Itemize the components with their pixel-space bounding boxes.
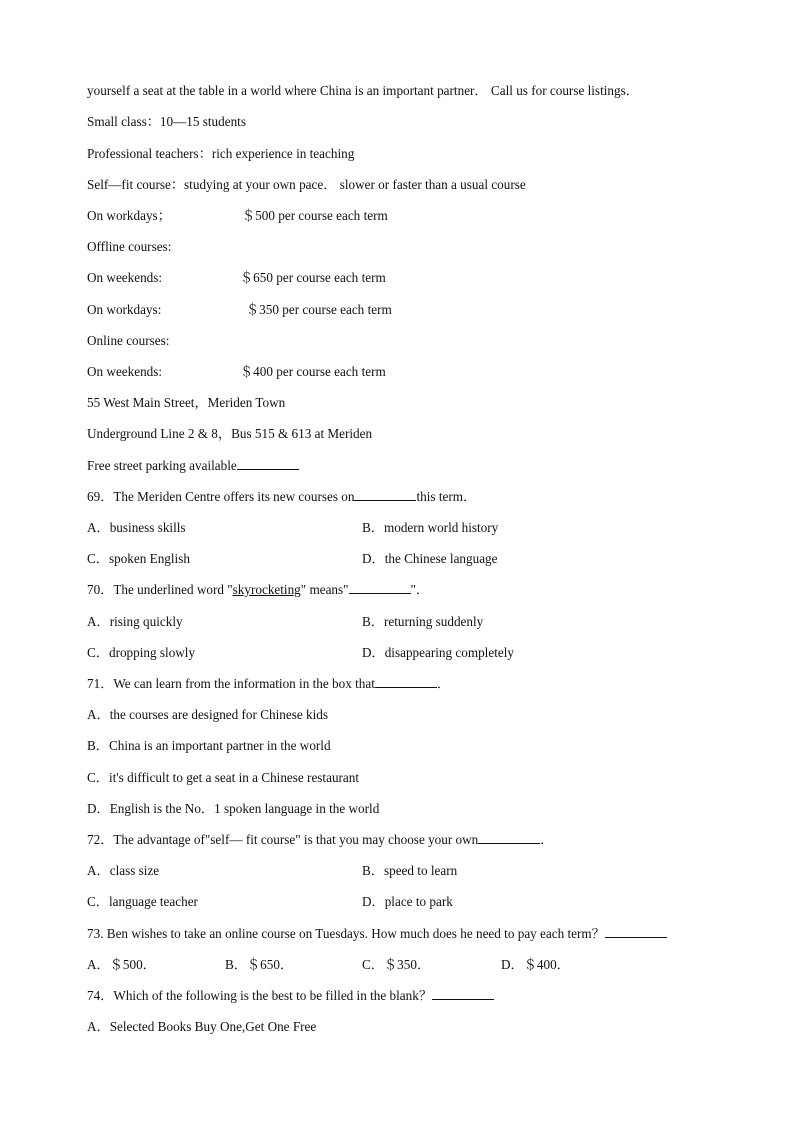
parking-blank	[237, 457, 299, 470]
question-73-stem: 73. Ben wishes to take an online course on Tuesdays. How much does he need to pay each term？	[87, 926, 605, 941]
question-69-option-d[interactable]: D．the Chinese language	[362, 551, 498, 566]
question-71-stem: 71．We can learn from the information in the box that	[87, 676, 375, 691]
question-69-option-a[interactable]: A．business skills	[87, 520, 186, 535]
question-70-stem-mid: " means"	[300, 582, 349, 597]
question-74-stem: 74．Which of the following is the best to be filled in the blank？	[87, 988, 433, 1003]
question-70-option-d[interactable]: D．disappearing completely	[362, 645, 514, 660]
transport-line: Underground Line 2 & 8，Bus 515 & 613 at Meriden	[87, 426, 373, 441]
question-69-option-c[interactable]: C．spoken English	[87, 551, 190, 566]
question-69-stem-end: this term．	[416, 489, 477, 504]
parking-text: Free street parking available	[87, 458, 237, 473]
question-69	[87, 488, 476, 506]
question-73	[87, 925, 667, 943]
offline-heading: Offline courses:	[87, 239, 172, 254]
question-71-option-a[interactable]: A．the courses are designed for Chinese kids	[87, 707, 328, 722]
workdays-2-label: On workdays:	[87, 302, 162, 317]
question-70-stem-end: "．	[410, 582, 430, 597]
question-73-option-a[interactable]: A．＄500．	[87, 957, 156, 972]
question-70-option-b[interactable]: B．returning suddenly	[362, 614, 484, 629]
question-72-stem-end: ．	[540, 832, 554, 847]
question-72-option-b[interactable]: B．speed to learn	[362, 863, 458, 878]
question-70-blank	[349, 581, 411, 594]
address-line: 55 West Main Street，Meriden Town	[87, 395, 286, 410]
question-69-option-b[interactable]: B．modern world history	[362, 520, 499, 535]
question-72-stem: 72．The advantage of"self— fit course" is that you may choose your own	[87, 832, 479, 847]
question-70-option-a[interactable]: A．rising quickly	[87, 614, 183, 629]
weekends-2-label: On weekends:	[87, 364, 163, 379]
question-72-option-a[interactable]: A．class size	[87, 863, 160, 878]
question-69-stem: 69．The Meriden Centre offers its new courses on	[87, 489, 355, 504]
question-72	[87, 831, 553, 849]
question-74-option-a[interactable]: A．Selected Books Buy One,Get One Free	[87, 1019, 317, 1034]
underlined-word: skyrocketing	[232, 582, 301, 597]
workdays-1-label: On workdays；	[87, 208, 171, 223]
question-74-blank	[432, 987, 494, 1000]
question-73-option-b[interactable]: B．＄650．	[225, 957, 294, 972]
parking-line	[87, 457, 299, 475]
question-71	[87, 675, 450, 693]
workdays-2-price: ＄350 per course each term	[246, 302, 392, 317]
passage-intro-line: yourself a seat at the table in a world where China is an important partner． Call us for course listings．	[87, 83, 639, 98]
question-73-blank	[605, 925, 667, 938]
weekends-1-label: On weekends:	[87, 270, 163, 285]
question-73-option-d[interactable]: D．＄400．	[501, 957, 570, 972]
question-71-option-b[interactable]: B．China is an important partner in the world	[87, 738, 331, 753]
question-71-stem-end: ．	[436, 676, 451, 691]
question-71-option-d[interactable]: D．English is the No．1 spoken language in the world	[87, 801, 380, 816]
question-72-option-c[interactable]: C．language teacher	[87, 894, 198, 909]
question-72-option-d[interactable]: D．place to park	[362, 894, 453, 909]
self-fit-line: Self—fit course：studying at your own pace． slower or faster than a usual course	[87, 177, 526, 192]
online-heading: Online courses:	[87, 333, 170, 348]
question-70-option-c[interactable]: C．dropping slowly	[87, 645, 196, 660]
workdays-1-price: ＄500 per course each term	[242, 208, 388, 223]
teachers-line: Professional teachers：rich experience in teaching	[87, 146, 355, 161]
question-71-blank	[375, 675, 437, 688]
question-71-option-c[interactable]: C．it's difficult to get a seat in a Chinese restaurant	[87, 770, 360, 785]
question-73-option-c[interactable]: C．＄350．	[362, 957, 431, 972]
weekends-1-price: ＄650 per course each term	[240, 270, 386, 285]
weekends-2-price: ＄400 per course each term	[240, 364, 386, 379]
question-69-blank	[354, 488, 416, 501]
question-70	[87, 581, 429, 599]
question-70-stem: 70．The underlined word "	[87, 582, 233, 597]
small-class-line: Small class：10—15 students	[87, 114, 246, 129]
question-72-blank	[478, 831, 540, 844]
question-74	[87, 987, 494, 1005]
